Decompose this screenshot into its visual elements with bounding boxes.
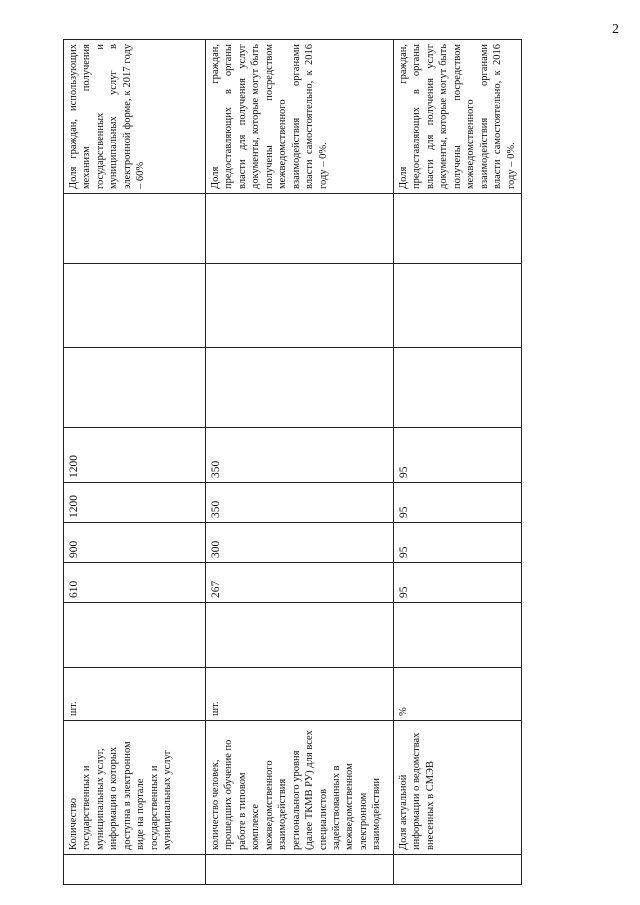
value-cell bbox=[64, 194, 206, 264]
value-cell: 95 bbox=[394, 523, 522, 563]
value-cell: 350 bbox=[206, 428, 394, 483]
result-cell: Доля граждан, предоставляющих в органы власти для получения услуг документы, которые могут быть получены посредством межведомственного взаимодействия органами власти самостоятельно, к 2016 году – 0%. bbox=[206, 40, 394, 194]
row-number-cell bbox=[394, 855, 522, 885]
value-cell bbox=[206, 603, 394, 668]
value-cell: 300 bbox=[206, 523, 394, 563]
indicators-table bbox=[63, 39, 522, 885]
value-cell bbox=[394, 264, 522, 348]
value-cell bbox=[394, 603, 522, 668]
unit-cell: % bbox=[394, 668, 522, 721]
value-cell bbox=[64, 603, 206, 668]
value-cell: 95 bbox=[394, 428, 522, 483]
unit-cell: шт. bbox=[206, 668, 394, 721]
value-cell: 900 bbox=[64, 523, 206, 563]
value-cell bbox=[206, 348, 394, 428]
value-cell bbox=[206, 264, 394, 348]
value-cell bbox=[64, 264, 206, 348]
rotated-table-wrapper bbox=[63, 40, 517, 885]
value-cell bbox=[394, 348, 522, 428]
indicator-cell: количество человек, прошедших обучение по работе в типовом комплексе межведомственного взаимодействия регионального уровня (далее ТКМВ РУ) для всех специалистов задействованных в межведомственном электронном взаимодействии bbox=[206, 721, 394, 855]
value-cell: 267 bbox=[206, 563, 394, 603]
table-row bbox=[64, 40, 206, 885]
result-cell: Доля граждан, использующих механизм получения государственных и муниципальных услуг в электронной форме, к 2017 году – 60% bbox=[64, 40, 206, 194]
unit-cell: шт. bbox=[64, 668, 206, 721]
value-cell: 610 bbox=[64, 563, 206, 603]
row-number-cell bbox=[64, 855, 206, 885]
value-cell: 1200 bbox=[64, 428, 206, 483]
value-cell: 95 bbox=[394, 483, 522, 523]
value-cell bbox=[394, 194, 522, 264]
table-row bbox=[394, 40, 522, 885]
value-cell bbox=[206, 194, 394, 264]
value-cell bbox=[64, 348, 206, 428]
page-number: 2 bbox=[612, 22, 619, 37]
result-cell: Доля граждан, предоставляющих в органы власти для получения услуг документы, которые могут быть получены посредством межведомственного взаимодействия органами власти самостоятельно, к 2016 году – 0%. bbox=[394, 40, 522, 194]
row-number-cell bbox=[206, 855, 394, 885]
value-cell: 350 bbox=[206, 483, 394, 523]
table-row bbox=[206, 40, 394, 885]
value-cell: 1200 bbox=[64, 483, 206, 523]
indicator-cell: Доля актуальной информации о ведомствах внесенных в СМЭВ bbox=[394, 721, 522, 855]
indicator-cell: Количество государственных и муниципальных услуг, информация о которых доступна в электронном виде на портале государственных и муниципальных услуг bbox=[64, 721, 206, 855]
value-cell: 95 bbox=[394, 563, 522, 603]
